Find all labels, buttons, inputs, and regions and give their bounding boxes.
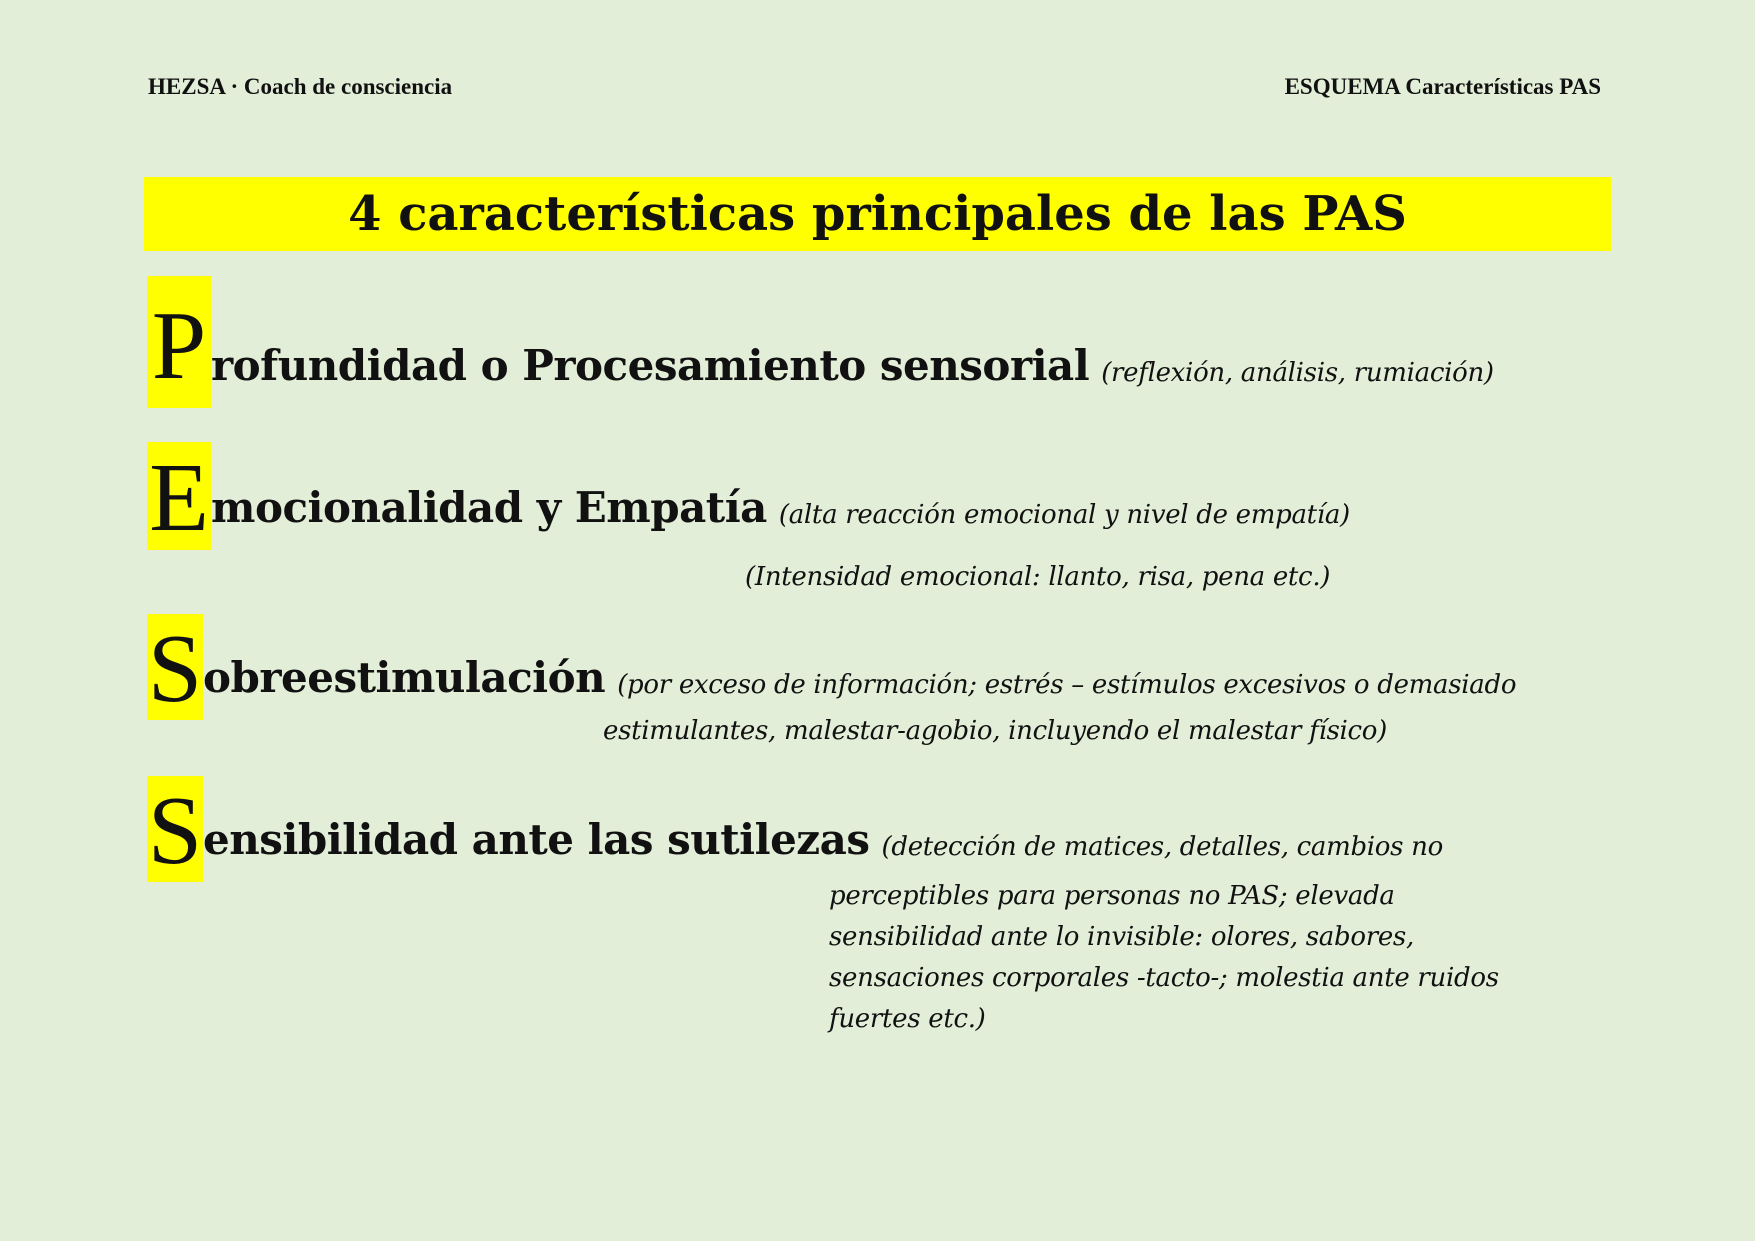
characteristic-note: (alta reacción emocional y nivel de empatía): [778, 500, 1350, 530]
initial-letter: S: [147, 777, 203, 885]
characteristic-term: obreestimulación: [203, 653, 606, 702]
characteristic-profundidad: [147, 276, 1494, 408]
characteristic-note: (reflexión, análisis, rumiación): [1101, 358, 1494, 388]
characteristic-extra-note: estimulantes, malestar-agobio, incluyendo el malestar físico): [603, 716, 1387, 746]
characteristic-sobreestimulacion: [147, 614, 1517, 723]
initial-letter: S: [147, 615, 203, 723]
characteristic-term: ensibilidad ante las sutilezas: [203, 815, 870, 864]
page-header: [148, 74, 1601, 108]
initial-letter: P: [147, 276, 211, 408]
characteristic-note: (por exceso de información; estrés – estímulos excesivos o demasiado: [617, 670, 1517, 700]
initial-letter: E: [147, 442, 211, 550]
page-title: 4 características principales de las PAS: [144, 177, 1611, 251]
characteristic-term: rofundidad o Procesamiento sensorial: [211, 341, 1090, 390]
characteristic-extra-note: perceptibles para personas no PAS; elevada sensibilidad ante lo invisible: olores, sabores, sensaciones corporales -tacto-; molestia ante ruidos fuertes etc.): [829, 881, 1499, 1034]
header-document-title: ESQUEMA Características PAS: [1284, 74, 1601, 99]
characteristic-note: (detección de matices, detalles, cambios no: [881, 832, 1443, 862]
header-author: HEZSA · Coach de consciencia: [148, 74, 453, 99]
characteristic-extra-note: (Intensidad emocional: llanto, risa, pena etc.): [745, 562, 1331, 592]
characteristic-sensibilidad: [147, 776, 1443, 885]
characteristic-emocionalidad: [147, 442, 1350, 550]
characteristic-term: mocionalidad y Empatía: [211, 483, 767, 532]
